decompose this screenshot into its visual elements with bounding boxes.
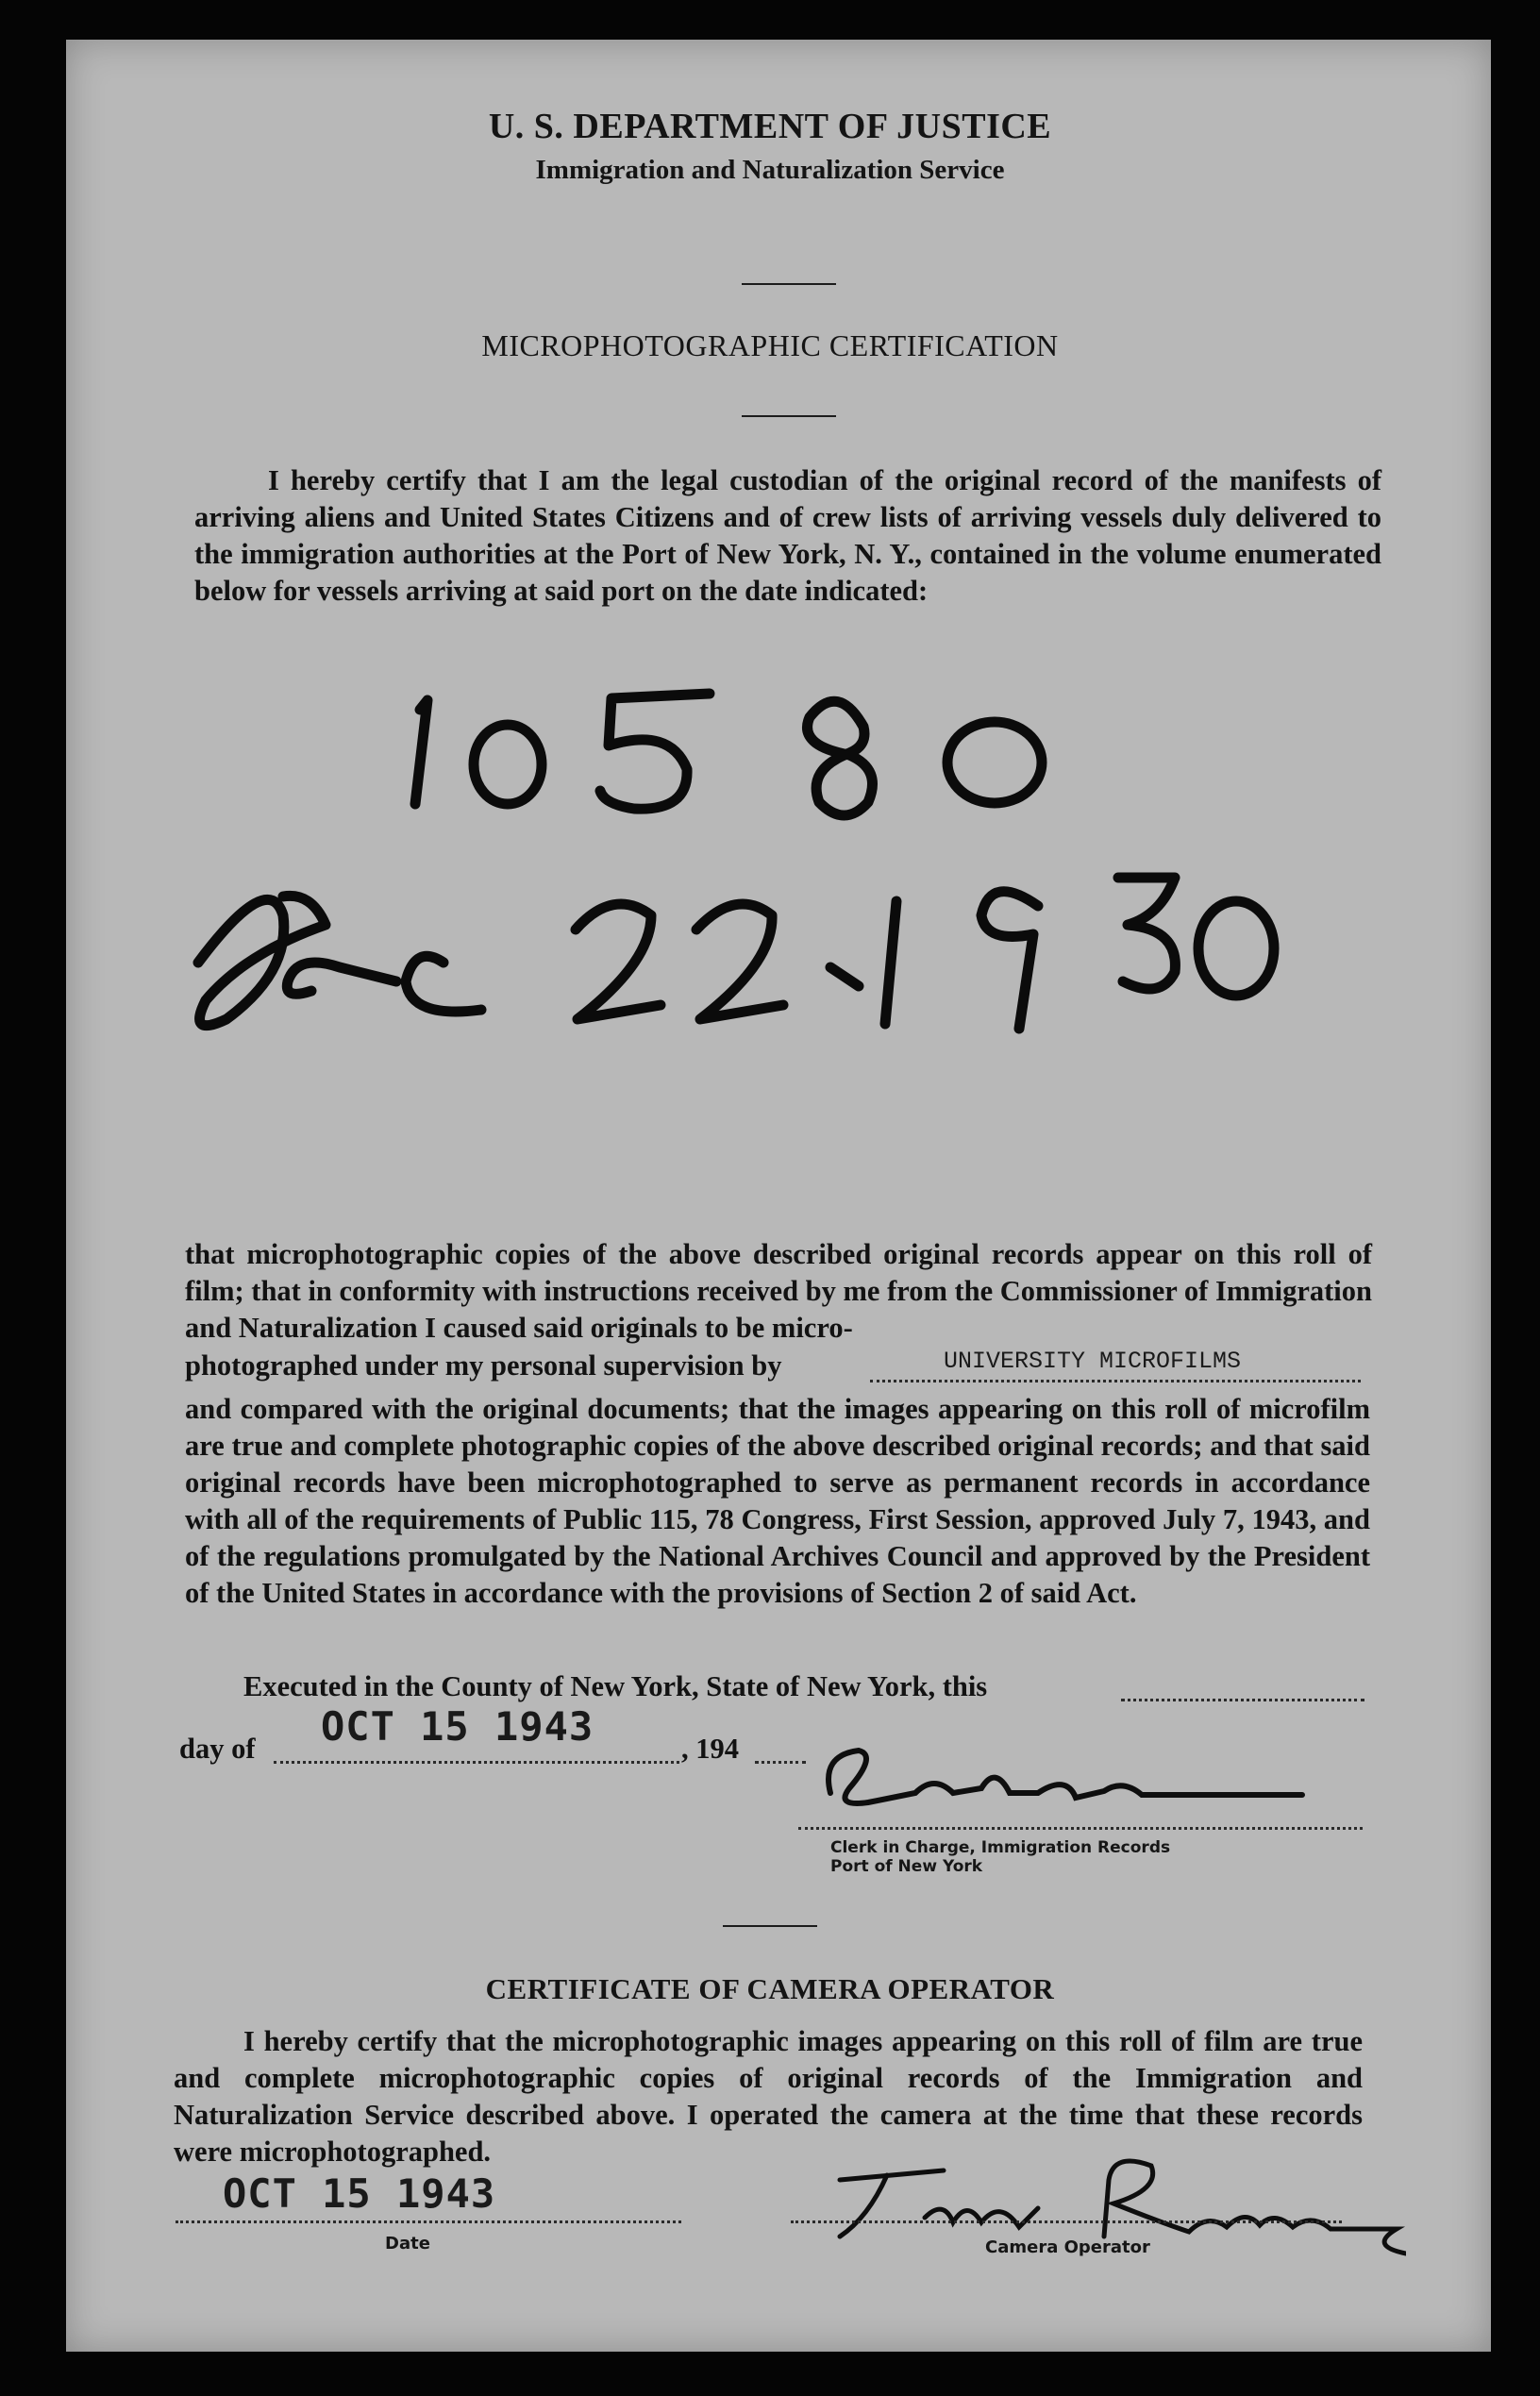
camera-date-stamp: OCT 15 1943 — [223, 2170, 496, 2217]
photographed-by-dots — [870, 1380, 1361, 1382]
divider — [723, 1925, 817, 1927]
day-of-label: day of — [179, 1733, 256, 1765]
operator-dots — [791, 2220, 1342, 2223]
handwritten-entries — [0, 0, 1540, 1132]
operator-label: Camera Operator — [985, 2237, 1150, 2257]
form-title: MICROPHOTOGRAPHIC CERTIFICATION — [481, 328, 1059, 362]
volume-handwriting — [415, 694, 1042, 815]
service-subheading: Immigration and Naturalization Service — [535, 155, 1005, 185]
camera-paragraph: I hereby certify that the microphotographic images appearing on this roll of film are true and complete microphotographic copies of original records of the Immigration and Naturalization Service described above. I operated the camera at the time that these records were microphotographed. — [174, 2025, 1363, 2168]
date-handwriting — [198, 878, 1274, 1029]
photographed-by-value: UNIVERSITY MICROFILMS — [944, 1348, 1242, 1375]
executed-dots — [1121, 1699, 1364, 1701]
day-of-dots — [274, 1761, 679, 1764]
photographed-by-label: photographed under my personal supervision by — [185, 1349, 782, 1382]
date-label: Date — [385, 2234, 430, 2254]
year-label: , 194 — [681, 1733, 739, 1765]
clerk-title: Clerk in Charge, Immigration Records — [830, 1838, 1171, 1857]
clerk-signature-dots — [798, 1827, 1363, 1830]
compliance-paragraph-2: and compared with the original documents; that the images appearing on this roll of microfilm are true and complete photographic copies of the above described original records; and that said original records have been microphotographed to serve as permanent records in accordance with all of the requirements of Public 115, 78 Congress, First Session, approved July 7, 1943, and of the regulations promulgated by the National Archives Council and approved by the President of the United States in accordance with the provisions of Section 2 of said Act. — [185, 1393, 1370, 1609]
camera-section-title: CERTIFICATE OF CAMERA OPERATOR — [485, 1972, 1055, 2005]
date-dots — [176, 2220, 681, 2223]
executed-line: Executed in the County of New York, State of New York, this — [243, 1670, 988, 1702]
compliance-paragraph-1: that microphotographic copies of the above described original records appear on this roll of film; that in conformity with instructions received by me from the Commissioner of Immigration and Naturalization I caused said originals to be micro- — [185, 1238, 1372, 1344]
clerk-port: Port of New York — [830, 1857, 983, 1876]
day-of-stamp: OCT 15 1943 — [321, 1703, 594, 1750]
custodian-paragraph: I hereby certify that I am the legal custodian of the original record of the manifests of arriving aliens and United States Citizens and of crew lists of arriving vessels duly delivered to the immigration authorities at the Port of New York, N. Y., contained in the volume enumerated below for vessels arriving at said port on the date indicated: — [194, 464, 1381, 607]
clerk-signature — [793, 1736, 1321, 1840]
department-heading: U. S. DEPARTMENT OF JUSTICE — [488, 107, 1052, 146]
